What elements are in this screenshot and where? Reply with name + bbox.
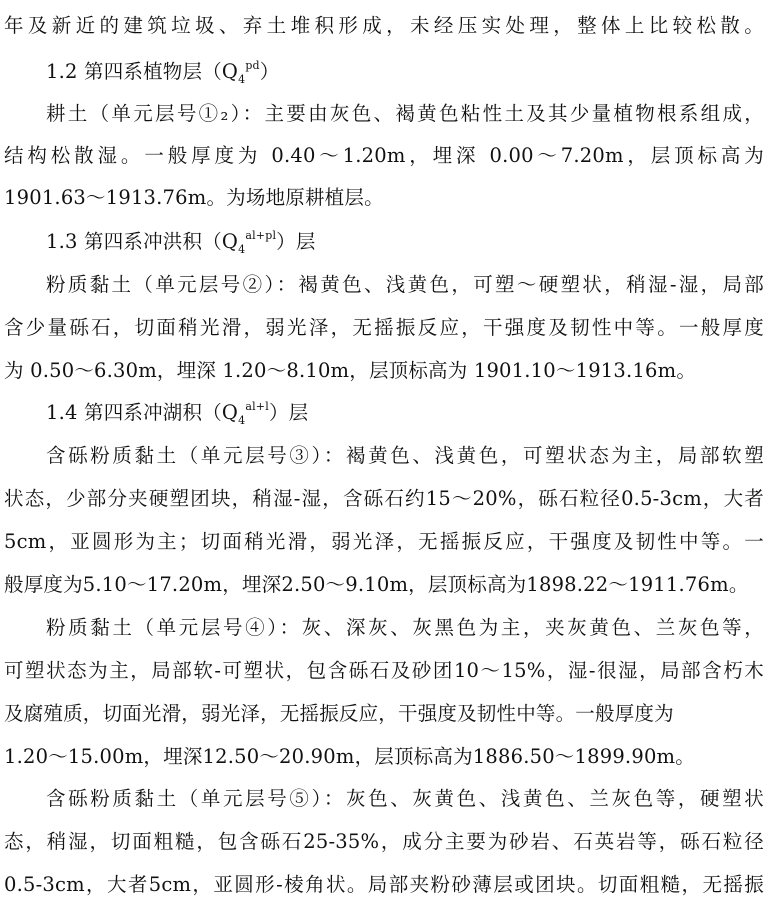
section-heading-1-4: 1.4 第四系冲湖积$(Q_4^{al+l})$层 <box>46 399 309 427</box>
paragraph-line: 年及新近的建筑垃圾、弃土堆积形成，未经压实处理，整体上比较松散。 <box>4 14 764 37</box>
paragraph-line: 态，稍湿，切面粗糙，包含砾石25-35%，成分主要为砂岩、石英岩等，砾石粒径 <box>4 830 764 853</box>
paragraph-line: 般厚度为5.10～17.20m，埋深2.50～9.10m，层顶标高为1898.22～1911.76m。 <box>4 573 749 596</box>
paragraph-line: 1901.63～1913.76m。为场地原耕植层。 <box>4 186 384 209</box>
paragraph-line: 为 0.50～6.30m，埋深 1.20～8.10m，层顶标高为 1901.10～1913.16m。 <box>4 359 697 382</box>
paragraph-line: 粉质黏土（单元层号②）：褐黄色、浅黄色，可塑～硬塑状，稍湿-湿，局部 <box>46 273 764 296</box>
paragraph-line: 含砾粉质黏土（单元层号③）：褐黄色、浅黄色，可塑状态为主，局部软塑 <box>46 444 764 467</box>
section-heading-1-2: 1.2 第四系植物层$(Q_4^{pd})$ <box>46 58 280 86</box>
paragraph-line: 5cm，亚圆形为主；切面稍光滑，弱光泽，无摇振反应，干强度及韧性中等。一 <box>4 530 764 553</box>
paragraph-line: 可塑状态为主，局部软-可塑状，包含砾石及砂团10～15%，湿-很湿，局部含朽木 <box>4 659 764 682</box>
paragraph-line: 1.20～15.00m，埋深12.50～20.90m，层顶标高为1886.50～1899.90m。 <box>4 745 695 768</box>
paragraph-line: 含砾粉质黏土（单元层号⑤）：灰色、灰黄色、浅黄色、兰灰色等，硬塑状 <box>46 787 764 810</box>
paragraph-line: 粉质黏土（单元层号④）：灰、深灰、灰黑色为主，夹灰黄色、兰灰色等， <box>46 616 764 639</box>
paragraph-line: 结构松散湿。一般厚度为 0.40～1.20m，埋深 0.00～7.20m，层顶标高为 <box>4 144 764 167</box>
paragraph-line: 状态，少部分夹硬塑团块，稍湿-湿，含砾石约15～20%，砾石粒径0.5-3cm，大者 <box>4 487 764 510</box>
paragraph-line: 0.5-3cm，大者5cm，亚圆形-棱角状。局部夹粉砂薄层或团块。切面粗糙，无摇振 <box>4 873 764 896</box>
paragraph-line: 耕土（单元层号①₂）：主要由灰色、褐黄色粘性土及其少量植物根系组成， <box>46 102 764 125</box>
paragraph-line: 含少量砾石，切面稍光滑，弱光泽，无摇振反应，干强度及韧性中等。一般厚度 <box>4 316 764 339</box>
paragraph-line: 及腐殖质，切面光滑，弱光泽，无摇振反应，干强度及韧性中等。一般厚度为 <box>4 702 674 725</box>
section-heading-1-3: 1.3 第四系冲洪积$(Q_4^{al+pl})$层 <box>46 228 316 256</box>
